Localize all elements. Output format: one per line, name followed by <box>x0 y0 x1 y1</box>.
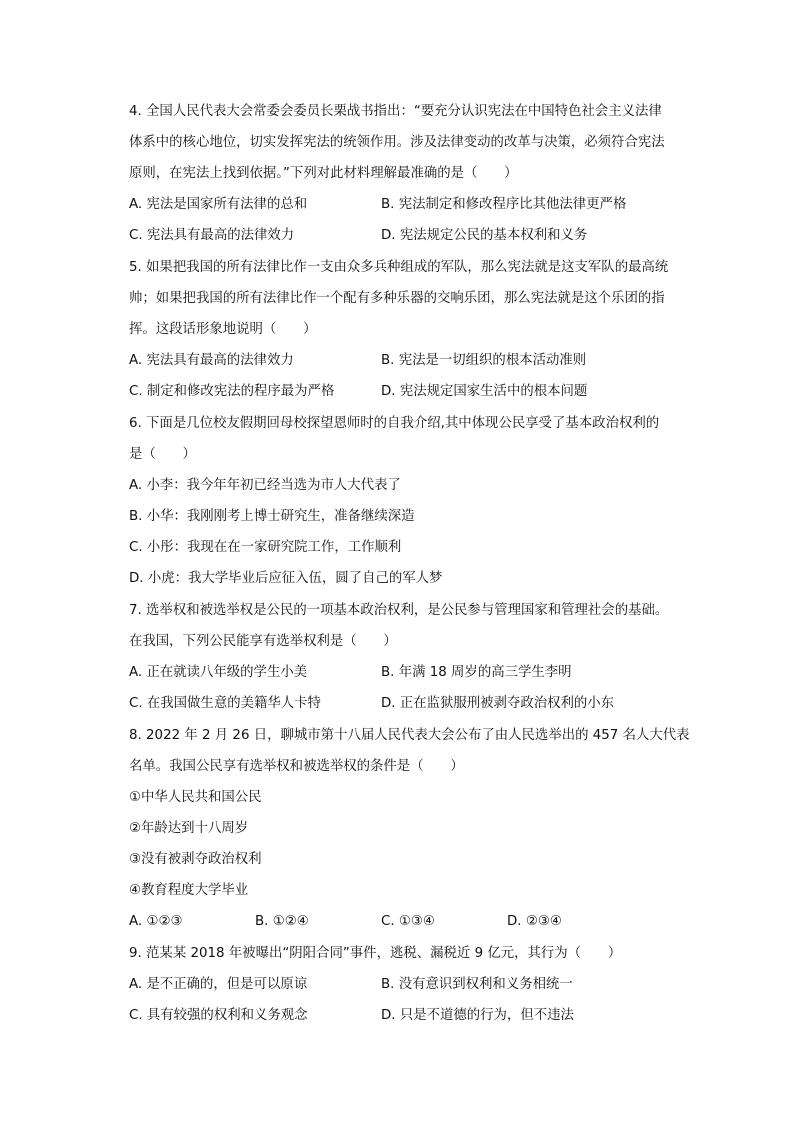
question-9 <box>129 938 695 1031</box>
question-5-option-d: D. 宪法规定国家生活中的根本问题 <box>381 384 588 399</box>
question-9-stem-line-1: 9. 范某某 2018 年被曝出“阴阳合同”事件，逃税、漏税近 9 亿元，其行为（ ） <box>129 946 622 961</box>
question-7-option-d: D. 正在监狱服刑被剥夺政治权利的小东 <box>381 696 615 711</box>
question-8-option-d: D. ②③④ <box>507 914 562 929</box>
question-8-item-4: ④教育程度大学毕业 <box>129 883 249 898</box>
question-5-options-row-1 <box>129 345 695 376</box>
question-4-option-b: B. 宪法制定和修改程序比其他法律更严格 <box>381 197 627 212</box>
question-9-options-row-1 <box>129 969 695 1000</box>
question-5-stem-line-3: 挥。这段话形象地说明（ ） <box>129 322 317 337</box>
question-8-stem-line-1: 8. 2022 年 2 月 26 日，聊城市第十八届人民代表大会公布了由人民选举出的 457 名人大代表 <box>129 728 690 743</box>
question-8-option-b: B. ①②④ <box>255 914 309 929</box>
question-5-stem-line-2: 帅；如果把我国的所有法律比作一个配有多种乐器的交响乐团，那么宪法就是这个乐团的指 <box>129 291 665 306</box>
question-4 <box>129 96 695 251</box>
question-7-stem-line-1: 7. 选举权和被选举权是公民的一项基本政治权利，是公民参与管理国家和管理社会的基础。 <box>129 603 669 618</box>
question-8-options-row <box>129 906 695 937</box>
question-6-stem-line-1: 6. 下面是几位校友假期回母校探望恩师时的自我介绍,其中体现公民享受了基本政治权利的 <box>129 416 660 431</box>
question-7-option-c: C. 在我国做生意的美籍华人卡特 <box>129 696 321 711</box>
question-8-item-3: ③没有被剥夺政治权利 <box>129 852 262 867</box>
question-6-option-d: D. 小虎：我大学毕业后应征入伍，圆了自己的军人梦 <box>129 571 443 586</box>
question-6-option-b: B. 小华：我刚刚考上博士研究生，准备继续深造 <box>129 509 415 524</box>
question-7-option-a: A. 正在就读八年级的学生小美 <box>129 665 308 680</box>
question-9-option-c: C. 具有较强的权利和义务观念 <box>129 1008 308 1023</box>
question-7-option-b: B. 年满 18 周岁的高三学生李明 <box>381 665 572 680</box>
question-6-stem-line-2: 是（ ） <box>129 447 196 462</box>
question-4-options-row-1 <box>129 189 695 220</box>
question-5-option-b: B. 宪法是一切组织的根本活动准则 <box>381 353 587 368</box>
question-7-options-row-2 <box>129 688 695 719</box>
question-7-stem-line-2: 在我国，下列公民能享有选举权利是（ ） <box>129 634 397 649</box>
question-9-options-row-2 <box>129 1000 695 1031</box>
question-4-option-a: A. 宪法是国家所有法律的总和 <box>129 197 308 212</box>
question-4-stem-line-1: 4. 全国人民代表大会常委会委员长栗战书指出：“要充分认识宪法在中国特色社会主义法律 <box>129 104 662 119</box>
question-5-stem-line-1: 5. 如果把我国的所有法律比作一支由众多兵种组成的军队，那么宪法就是这支军队的最高统 <box>129 260 669 275</box>
question-5 <box>129 252 695 407</box>
question-5-options-row-2 <box>129 376 695 407</box>
question-9-option-b: B. 没有意识到权利和义务相统一 <box>381 977 573 992</box>
question-8-stem-line-2: 名单。我国公民享有选举权和被选举权的条件是（ ） <box>129 759 464 774</box>
question-4-stem-line-3: 原则，在宪法上找到依据。”下列对此材料理解最准确的是（ ） <box>129 166 518 181</box>
question-5-option-c: C. 制定和修改宪法的程序最为严格 <box>129 384 335 399</box>
question-7 <box>129 595 695 719</box>
question-4-options-row-2 <box>129 220 695 251</box>
question-9-option-a: A. 是不正确的，但是可以原谅 <box>129 977 308 992</box>
question-6 <box>129 408 695 594</box>
question-4-option-c: C. 宪法具有最高的法律效力 <box>129 228 295 243</box>
question-8 <box>129 720 695 937</box>
question-6-option-c: C. 小彤：我现在在一家研究院工作，工作顺利 <box>129 540 402 555</box>
question-8-option-c: C. ①③④ <box>381 914 435 929</box>
question-7-options-row-1 <box>129 657 695 688</box>
question-9-option-d: D. 只是不道德的行为，但不违法 <box>381 1008 574 1023</box>
question-8-option-a: A. ①②③ <box>129 914 183 929</box>
question-4-option-d: D. 宪法规定公民的基本权利和义务 <box>381 228 588 243</box>
question-4-stem-line-2: 体系中的核心地位，切实发挥宪法的统领作用。涉及法律变动的改革与决策，必须符合宪法 <box>129 135 665 150</box>
question-8-item-1: ①中华人民共和国公民 <box>129 790 262 805</box>
question-6-option-a: A. 小李：我今年年初已经当选为市人大代表了 <box>129 478 401 493</box>
question-5-option-a: A. 宪法具有最高的法律效力 <box>129 353 294 368</box>
question-8-item-2: ②年龄达到十八周岁 <box>129 821 249 836</box>
